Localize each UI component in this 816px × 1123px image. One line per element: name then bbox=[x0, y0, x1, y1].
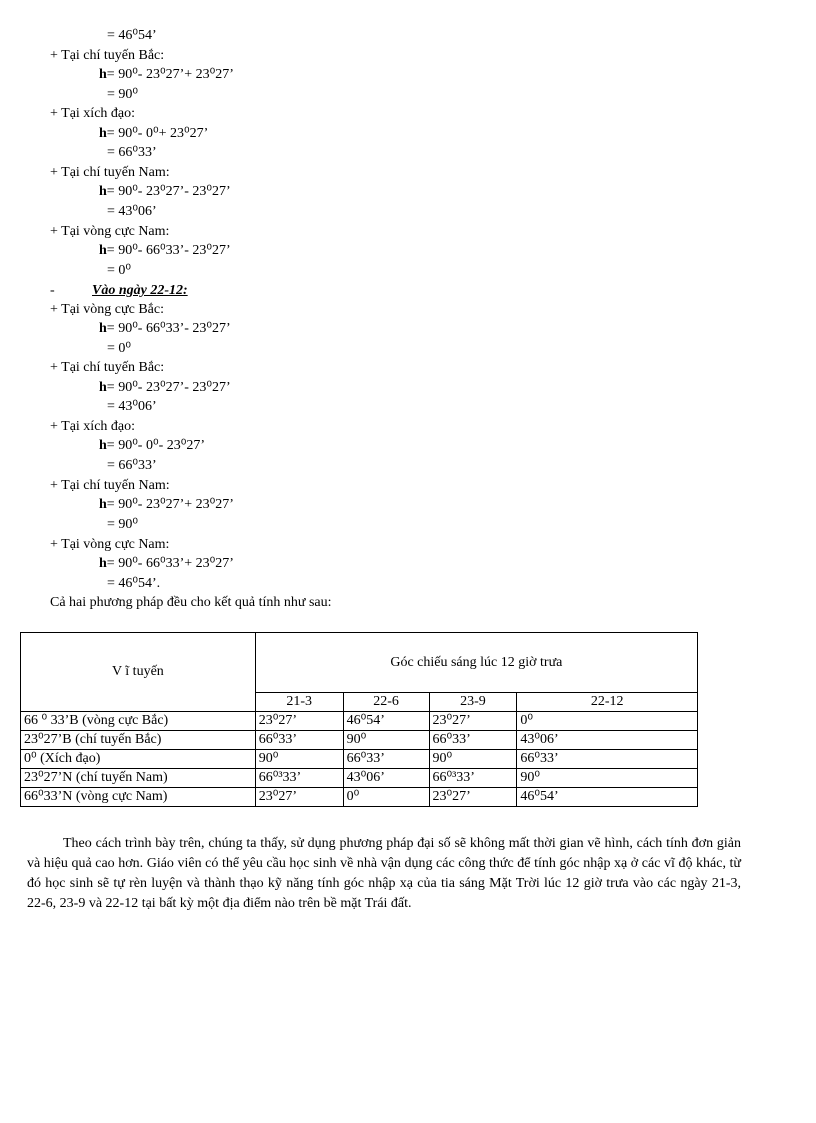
angle-cell: 90⁰ bbox=[429, 750, 517, 769]
angle-cell: 66⁰³33’ bbox=[429, 769, 517, 788]
date-cell: 21-3 bbox=[255, 693, 343, 712]
calc-line: + Tại vòng cực Nam: bbox=[50, 537, 170, 552]
calc-line: h= 90⁰- 0⁰+ 23⁰27’ bbox=[99, 126, 209, 141]
angle-cell: 43⁰06’ bbox=[343, 769, 429, 788]
header-angle: Góc chiếu sáng lúc 12 giờ trưa bbox=[255, 633, 697, 693]
calc-line: h= 90⁰- 0⁰- 23⁰27’ bbox=[99, 438, 206, 453]
date-cell: 22-12 bbox=[517, 693, 698, 712]
section-heading: Vào ngày 22-12: bbox=[92, 283, 188, 298]
calc-line: + Tại vòng cực Bắc: bbox=[50, 302, 164, 317]
calc-line: = 66⁰33’ bbox=[107, 458, 157, 473]
calc-line: h= 90⁰- 66⁰33’+ 23⁰27’ bbox=[99, 556, 234, 571]
calc-line: = 90⁰ bbox=[107, 517, 139, 532]
angle-cell: 90⁰ bbox=[255, 750, 343, 769]
results-table bbox=[20, 632, 698, 807]
angle-cell: 90⁰ bbox=[343, 731, 429, 750]
angle-cell: 66⁰33’ bbox=[517, 750, 698, 769]
calc-line: = 43⁰06’ bbox=[107, 399, 157, 414]
date-cell: 23-9 bbox=[429, 693, 517, 712]
latitude-cell: 23⁰27’B (chí tuyến Bắc) bbox=[21, 731, 256, 750]
table-row bbox=[21, 769, 698, 788]
calc-line: + Tại chí tuyến Nam: bbox=[50, 478, 170, 493]
calc-line: = 90⁰ bbox=[107, 87, 139, 102]
calc-line: + Tại xích đạo: bbox=[50, 419, 136, 434]
calc-line: h= 90⁰- 23⁰27’+ 23⁰27’ bbox=[99, 67, 234, 82]
angle-cell: 46⁰54’ bbox=[517, 788, 698, 807]
calc-line: h= 90⁰- 23⁰27’- 23⁰27’ bbox=[99, 184, 231, 199]
angle-cell: 23⁰27’ bbox=[429, 788, 517, 807]
calc-line: h= 90⁰- 66⁰33’- 23⁰27’ bbox=[99, 321, 231, 336]
calc-line: - bbox=[50, 283, 55, 298]
table-header-row bbox=[21, 633, 698, 693]
calc-line: + Tại chí tuyến Nam: bbox=[50, 165, 170, 180]
calc-line: = 0⁰ bbox=[107, 341, 132, 356]
latitude-cell: 23⁰27’N (chí tuyến Nam) bbox=[21, 769, 256, 788]
calc-line: + Tại chí tuyến Bắc: bbox=[50, 48, 165, 63]
date-cell: 22-6 bbox=[343, 693, 429, 712]
angle-cell: 0⁰ bbox=[517, 712, 698, 731]
angle-cell: 23⁰27’ bbox=[255, 712, 343, 731]
angle-cell: 43⁰06’ bbox=[517, 731, 698, 750]
angle-cell: 0⁰ bbox=[343, 788, 429, 807]
calc-line: h= 90⁰- 23⁰27’+ 23⁰27’ bbox=[99, 497, 234, 512]
header-latitude: V ĩ tuyến bbox=[21, 633, 256, 712]
table-row bbox=[21, 788, 698, 807]
table-row bbox=[21, 750, 698, 769]
calc-line: Cả hai phương pháp đều cho kết quả tính như sau: bbox=[50, 595, 332, 610]
calc-line: = 0⁰ bbox=[107, 263, 132, 278]
calc-line: h= 90⁰- 23⁰27’- 23⁰27’ bbox=[99, 380, 231, 395]
angle-cell: 23⁰27’ bbox=[255, 788, 343, 807]
calc-line: + Tại vòng cực Nam: bbox=[50, 224, 170, 239]
angle-cell: 66⁰33’ bbox=[429, 731, 517, 750]
latitude-cell: 66⁰33’N (vòng cực Nam) bbox=[21, 788, 256, 807]
angle-cell: 23⁰27’ bbox=[429, 712, 517, 731]
angle-cell: 66⁰33’ bbox=[343, 750, 429, 769]
table-row bbox=[21, 712, 698, 731]
latitude-cell: 66 ⁰ 33’B (vòng cực Bắc) bbox=[21, 712, 256, 731]
conclusion-paragraph: Theo cách trình bày trên, chúng ta thấy, sử dụng phương pháp đại số sẽ không mất thời gian vẽ hình, cách tính đơn giản và hiệu quả cao hơn. Giáo viên có thể yêu cầu học sinh về nhà vận dụng các công thức để tính góc nhập xạ ở các vĩ độ khác, từ đó học sinh sẽ tự rèn luyện và thành thạo kỹ năng tính góc nhập xạ của tia sáng Mặt Trời lúc 12 giờ trưa vào các ngày 21-3, 22-6, 23-9 và 22-12 tại bất kỳ một địa điểm nào trên bề mặt Trái đất. bbox=[27, 836, 741, 911]
calc-line: = 46⁰54’. bbox=[107, 576, 161, 591]
calc-line: + Tại chí tuyến Bắc: bbox=[50, 360, 165, 375]
calc-line: + Tại xích đạo: bbox=[50, 106, 136, 121]
table-row bbox=[21, 731, 698, 750]
angle-cell: 90⁰ bbox=[517, 769, 698, 788]
angle-cell: 46⁰54’ bbox=[343, 712, 429, 731]
calc-line: = 46⁰54’ bbox=[107, 28, 157, 43]
angle-cell: 66⁰33’ bbox=[255, 731, 343, 750]
angle-cell: 66⁰³33’ bbox=[255, 769, 343, 788]
calc-line: = 66⁰33’ bbox=[107, 145, 157, 160]
calc-line: = 43⁰06’ bbox=[107, 204, 157, 219]
calc-line: h= 90⁰- 66⁰33’- 23⁰27’ bbox=[99, 243, 231, 258]
latitude-cell: 0⁰ (Xích đạo) bbox=[21, 750, 256, 769]
